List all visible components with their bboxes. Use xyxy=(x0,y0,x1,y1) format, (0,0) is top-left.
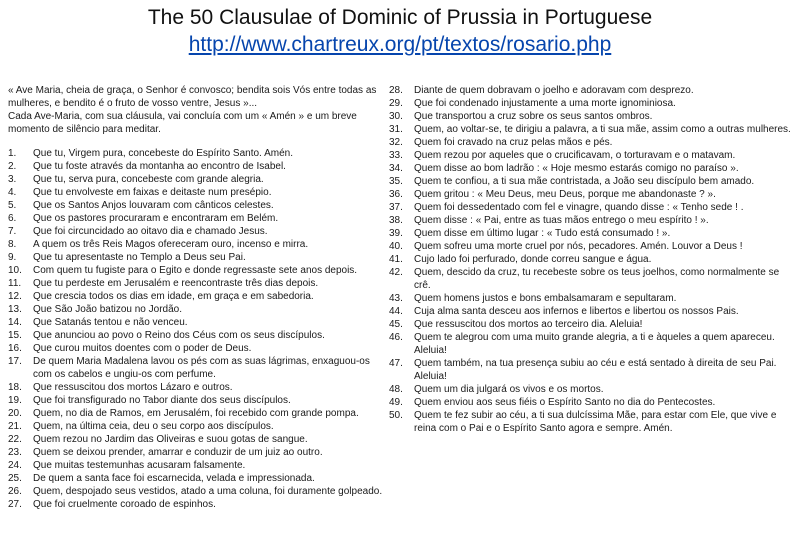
clausula-number: 34. xyxy=(389,163,403,174)
clausula-number: 27. xyxy=(8,499,22,510)
clausula-text: Quem também, na tua presença subiu ao céu e está sentado à direita de seu Pai. Aleluia! xyxy=(414,358,777,382)
clausula-item xyxy=(389,318,794,331)
clausula-item xyxy=(8,394,390,407)
clausula-item xyxy=(389,253,794,266)
clausula-text: Quem rezou por aqueles que o crucificavam, o torturavam e o matavam. xyxy=(414,150,736,161)
clausula-number: 6. xyxy=(8,213,17,224)
source-link xyxy=(0,33,800,57)
page-title: The 50 Clausulae of Dominic of Prussia in Portuguese xyxy=(147,6,653,29)
clausula-text: Que crescia todos os dias em idade, em graça e em sabedoria. xyxy=(33,291,314,302)
clausula-number: 37. xyxy=(389,202,403,213)
clausula-item xyxy=(389,110,794,123)
clausula-number: 46. xyxy=(389,332,403,343)
clausula-number: 30. xyxy=(389,111,403,122)
clausula-item xyxy=(8,225,390,238)
clausula-text: Cuja alma santa desceu aos infernos e libertos e libertou os nossos Pais. xyxy=(414,306,739,317)
clausula-item xyxy=(389,383,794,396)
clausula-item xyxy=(8,290,390,303)
clausula-text: Que foi transfigurado no Tabor diante dos seus discípulos. xyxy=(33,395,291,406)
clausula-number: 12. xyxy=(8,291,22,302)
clausula-text: Que São João batizou no Jordão. xyxy=(33,304,182,315)
clausula-item xyxy=(389,188,794,201)
clausula-item xyxy=(8,251,390,264)
clausula-text: Quem foi dessedentado com fel e vinagre, quando disse : « Tenho sede ! . xyxy=(414,202,744,213)
clausula-number: 5. xyxy=(8,200,17,211)
clausula-text: Que Satanás tentou e não venceu. xyxy=(33,317,188,328)
clausula-text: Quem enviou aos seus fiéis o Espírito Santo no dia do Pentecostes. xyxy=(414,397,716,408)
clausula-text: Que foi circuncidado ao oitavo dia e chamado Jesus. xyxy=(33,226,268,237)
clausula-item xyxy=(8,498,390,511)
clausula-item xyxy=(389,123,794,136)
clausula-number: 9. xyxy=(8,252,17,263)
clausula-item xyxy=(389,409,794,435)
clausula-item xyxy=(8,420,390,433)
clausula-text: Que tu foste através da montanha ao encontro de Isabel. xyxy=(33,161,286,172)
clausula-number: 31. xyxy=(389,124,403,135)
clausula-item xyxy=(8,407,390,420)
clausula-item xyxy=(389,396,794,409)
clausula-item xyxy=(389,292,794,305)
clausula-text: De quem a santa face foi escarnecida, velada e impressionada. xyxy=(33,473,315,484)
clausula-number: 25. xyxy=(8,473,22,484)
clausula-text: Que ressuscitou dos mortos ao terceiro dia. Aleluia! xyxy=(414,319,643,330)
intro-prayer: « Ave Maria, cheia de graça, o Senhor é convosco; bendita sois Vós entre todas as mulheres, e bendito é o fruto de vosso ventre, Jesus »... xyxy=(8,85,377,109)
intro-instruction: Cada Ave-Maria, com sua cláusula, vai concluía com um « Amén » e um breve momento de silêncio para meditar. xyxy=(8,111,357,135)
clausula-number: 47. xyxy=(389,358,403,369)
clausula-item xyxy=(389,266,794,292)
clausula-text: Que foi condenado injustamente a uma morte ignominiosa. xyxy=(414,98,676,109)
clausulae-list-left xyxy=(8,147,390,511)
clausula-number: 1. xyxy=(8,148,17,159)
source-link-anchor[interactable]: http://www.chartreux.org/pt/textos/rosario.php xyxy=(188,33,612,56)
clausula-item xyxy=(8,173,390,186)
clausula-text: Que transportou a cruz sobre os seus santos ombros. xyxy=(414,111,653,122)
clausula-number: 2. xyxy=(8,161,17,172)
clausula-number: 3. xyxy=(8,174,17,185)
clausula-text: Quem, ao voltar-se, te dirigiu a palavra, a ti sua mãe, assim como a outras mulheres. xyxy=(414,124,791,135)
clausula-item xyxy=(389,175,794,188)
clausula-text: Quem gritou : « Meu Deus, meu Deus, porque me abandonaste ? ». xyxy=(414,189,716,200)
clausula-number: 22. xyxy=(8,434,22,445)
clausula-text: Que curou muitos doentes com o poder de Deus. xyxy=(33,343,252,354)
clausula-number: 14. xyxy=(8,317,22,328)
clausula-text: Quem um dia julgará os vivos e os mortos. xyxy=(414,384,604,395)
clausula-text: De quem Maria Madalena lavou os pés com as suas lágrimas, enxaguou-os com os cabelos e ungiu-os com perfume. xyxy=(33,356,370,380)
clausula-item xyxy=(8,186,390,199)
clausula-number: 38. xyxy=(389,215,403,226)
clausula-item xyxy=(389,227,794,240)
clausula-number: 45. xyxy=(389,319,403,330)
clausula-number: 15. xyxy=(8,330,22,341)
clausula-text: Quem, despojado seus vestidos, atado a uma coluna, foi duramente golpeado. xyxy=(33,486,383,497)
clausula-number: 13. xyxy=(8,304,22,315)
clausula-number: 4. xyxy=(8,187,17,198)
clausula-text: Quem te alegrou com uma muito grande alegria, a ti e àqueles a quem apareceu. Aleluia! xyxy=(414,332,775,356)
clausula-text: Que tu, Virgem pura, concebeste do Espírito Santo. Amén. xyxy=(33,148,293,159)
clausula-item xyxy=(8,446,390,459)
clausula-item xyxy=(389,357,794,383)
clausula-item xyxy=(389,162,794,175)
clausula-item xyxy=(8,472,390,485)
clausula-number: 8. xyxy=(8,239,17,250)
clausula-text: Quem, no dia de Ramos, em Jerusalém, foi recebido com grande pompa. xyxy=(33,408,359,419)
clausula-text: Quem, descido da cruz, tu recebeste sobre os teus joelhos, como normalmente se crê. xyxy=(414,267,780,291)
clausula-text: Que os Santos Anjos louvaram com cânticos celestes. xyxy=(33,200,274,211)
clausula-text: Que ressuscitou dos mortos Lázaro e outros. xyxy=(33,382,233,393)
clausula-number: 44. xyxy=(389,306,403,317)
clausula-number: 26. xyxy=(8,486,22,497)
clausula-number: 32. xyxy=(389,137,403,148)
clausula-number: 17. xyxy=(8,356,22,367)
intro xyxy=(8,84,390,136)
clausula-item xyxy=(8,212,390,225)
clausula-text: Que foi cruelmente coroado de espinhos. xyxy=(33,499,216,510)
clausula-text: A quem os três Reis Magos ofereceram ouro, incenso e mirra. xyxy=(33,239,309,250)
clausula-item xyxy=(8,355,390,381)
clausula-text: Quem, na última ceia, deu o seu corpo aos discípulos. xyxy=(33,421,274,432)
clausula-item xyxy=(8,147,390,160)
clausula-text: Diante de quem dobravam o joelho e adoravam com desprezo. xyxy=(414,85,694,96)
clausula-number: 19. xyxy=(8,395,22,406)
clausula-number: 24. xyxy=(8,460,22,471)
clausula-text: Quem se deixou prender, amarrar e conduzir de um juiz ao outro. xyxy=(33,447,323,458)
clausula-item xyxy=(389,214,794,227)
clausula-text: Quem rezou no Jardim das Oliveiras e suou gotas de sangue. xyxy=(33,434,308,445)
clausula-number: 29. xyxy=(389,98,403,109)
clausula-number: 11. xyxy=(8,278,22,289)
clausula-item xyxy=(8,238,390,251)
clausula-item xyxy=(8,199,390,212)
clausula-text: Quem sofreu uma morte cruel por nós, pecadores. Amén. Louvor a Deus ! xyxy=(414,241,743,252)
clausula-text: Quem te fez subir ao céu, a ti sua dulcíssima Mãe, para estar com Ele, que vive e reina com o Pai e o Espírito Santo agora e sempre. Amén. xyxy=(414,410,777,434)
clausula-number: 7. xyxy=(8,226,17,237)
clausula-number: 20. xyxy=(8,408,22,419)
clausula-text: Quem disse em último lugar : « Tudo está consumado ! ». xyxy=(414,228,671,239)
clausula-number: 33. xyxy=(389,150,403,161)
clausula-number: 39. xyxy=(389,228,403,239)
clausula-text: Que os pastores procuraram e encontraram em Belém. xyxy=(33,213,279,224)
clausula-text: Que tu envolveste em faixas e deitaste num presépio. xyxy=(33,187,272,198)
clausula-text: Com quem tu fugiste para o Egito e donde regressaste sete anos depois. xyxy=(33,265,358,276)
clausula-item xyxy=(8,264,390,277)
left-column xyxy=(8,84,390,511)
clausula-item xyxy=(8,381,390,394)
clausula-number: 42. xyxy=(389,267,403,278)
clausula-item xyxy=(8,303,390,316)
clausula-item xyxy=(8,316,390,329)
clausula-text: Que anunciou ao povo o Reino dos Céus com os seus discípulos. xyxy=(33,330,325,341)
clausula-item xyxy=(389,149,794,162)
clausula-item xyxy=(389,84,794,97)
clausula-number: 41. xyxy=(389,254,403,265)
clausula-text: Quem foi cravado na cruz pelas mãos e pés. xyxy=(414,137,613,148)
clausula-number: 21. xyxy=(8,421,22,432)
clausula-item xyxy=(8,160,390,173)
clausula-item xyxy=(389,97,794,110)
clausula-item xyxy=(389,136,794,149)
clausula-number: 18. xyxy=(8,382,22,393)
clausula-item xyxy=(8,485,390,498)
clausula-item xyxy=(8,277,390,290)
clausula-text: Quem te confiou, a ti sua mãe contristada, a João seu discípulo bem amado. xyxy=(414,176,755,187)
clausula-text: Que tu perdeste em Jerusalém e reencontraste três dias depois. xyxy=(33,278,319,289)
clausula-number: 35. xyxy=(389,176,403,187)
clausula-number: 40. xyxy=(389,241,403,252)
clausula-item xyxy=(8,342,390,355)
clausula-item xyxy=(389,305,794,318)
clausula-item xyxy=(8,459,390,472)
clausula-text: Quem disse : « Pai, entre as tuas mãos entrego o meu espírito ! ». xyxy=(414,215,709,226)
clausula-text: Que tu apresentaste no Templo a Deus seu Pai. xyxy=(33,252,246,263)
clausula-item xyxy=(8,433,390,446)
clausula-number: 43. xyxy=(389,293,403,304)
clausula-text: Quem disse ao bom ladrão : « Hoje mesmo estarás comigo no paraíso ». xyxy=(414,163,739,174)
clausula-text: Cujo lado foi perfurado, donde correu sangue e água. xyxy=(414,254,652,265)
clausula-number: 16. xyxy=(8,343,22,354)
clausula-number: 10. xyxy=(8,265,22,276)
clausula-number: 23. xyxy=(8,447,22,458)
clausula-number: 28. xyxy=(389,85,403,96)
clausula-item xyxy=(389,240,794,253)
clausula-text: Que muitas testemunhas acusaram falsamente. xyxy=(33,460,246,471)
clausula-number: 36. xyxy=(389,189,403,200)
clausula-number: 49. xyxy=(389,397,403,408)
right-column xyxy=(389,84,794,435)
clausula-item xyxy=(8,329,390,342)
clausula-item xyxy=(389,331,794,357)
clausula-text: Que tu, serva pura, concebeste com grande alegria. xyxy=(33,174,264,185)
clausula-text: Quem homens justos e bons embalsamaram e sepultaram. xyxy=(414,293,677,304)
clausulae-list-right xyxy=(389,84,794,435)
clausula-item xyxy=(389,201,794,214)
clausula-number: 48. xyxy=(389,384,403,395)
clausula-number: 50. xyxy=(389,410,403,421)
